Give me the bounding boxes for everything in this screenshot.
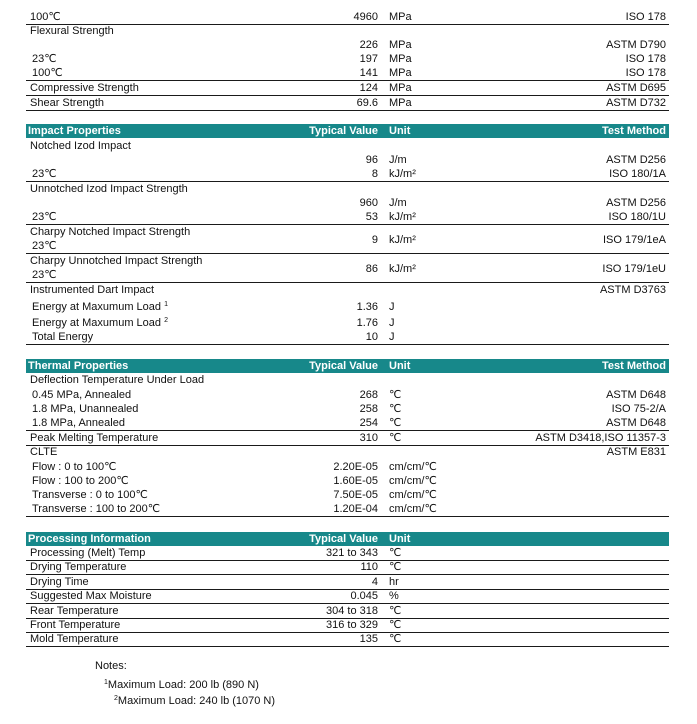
row-unit: MPa: [389, 82, 412, 94]
row-unit: J: [389, 301, 395, 313]
row-unit: hr: [389, 576, 399, 588]
row-method: ISO 178: [625, 53, 666, 65]
row-sublabel: 23℃: [32, 240, 57, 252]
row-label: 100℃: [32, 67, 63, 79]
table-row: [26, 315, 669, 331]
row-label: Flexural Strength: [30, 25, 114, 37]
table-row: [26, 604, 669, 619]
table-row: [26, 460, 669, 474]
row-label: Energy at Maxumum Load $^1$: [32, 301, 168, 313]
table-row: [26, 210, 669, 225]
row-label: Suggested Max Moisture: [30, 590, 152, 602]
footnote: [114, 694, 275, 708]
row-unit: J/m: [389, 154, 407, 166]
table-row: [26, 81, 669, 96]
row-unit: ℃: [389, 619, 402, 631]
table-row: [26, 24, 669, 38]
row-unit: kJ/m²: [389, 263, 416, 275]
row-value: 2.20E-05: [333, 461, 378, 473]
table-row: [26, 225, 669, 254]
row-unit: MPa: [389, 11, 412, 23]
row-unit: kJ/m²: [389, 234, 416, 246]
table-row: [26, 373, 669, 387]
row-label: Instrumented Dart Impact: [30, 284, 155, 296]
header-value: Typical Value: [309, 125, 378, 137]
row-value: 110: [360, 561, 378, 573]
row-value: 316 to 329: [326, 619, 378, 631]
table-row: [26, 632, 669, 647]
footnote-marker: 1: [164, 301, 168, 308]
table-row: [26, 139, 669, 153]
row-value: 86: [365, 263, 378, 275]
header-label: Processing Information: [28, 533, 151, 545]
header-label: Thermal Properties: [28, 360, 129, 372]
row-method: ISO 179/1eU: [602, 263, 666, 275]
row-value: 226: [359, 39, 378, 51]
table-row: [26, 618, 669, 633]
table-row: [26, 560, 669, 575]
row-value: 1.60E-05: [333, 475, 378, 487]
row-unit: cm/cm/℃: [389, 475, 437, 487]
row-unit: ℃: [389, 403, 402, 415]
row-value: 254: [359, 417, 378, 429]
header-value: Typical Value: [309, 533, 378, 545]
row-label: Unnotched Izod Impact Strength: [30, 183, 188, 195]
row-unit: MPa: [389, 67, 412, 79]
row-value: 4960: [353, 11, 378, 23]
row-value: 8: [371, 168, 378, 180]
row-unit: %: [389, 590, 399, 602]
row-label: Drying Temperature: [30, 561, 127, 573]
row-unit: MPa: [389, 39, 412, 51]
row-unit: cm/cm/℃: [389, 489, 437, 501]
row-unit: ℃: [389, 432, 402, 444]
header-unit: Unit: [389, 360, 411, 372]
table-row: [26, 546, 669, 561]
row-value: 1.36: [356, 301, 378, 313]
row-unit: cm/cm/℃: [389, 503, 437, 515]
row-unit: J: [389, 331, 395, 343]
footnote: [104, 678, 259, 692]
row-value: 124: [359, 82, 378, 94]
row-method: ISO 178: [625, 67, 666, 79]
row-value: 9: [371, 234, 378, 246]
row-label: Mold Temperature: [30, 633, 119, 645]
table-row: [26, 589, 669, 604]
row-method: ASTM D3418,ISO 11357-3: [535, 432, 666, 444]
row-unit: cm/cm/℃: [389, 461, 437, 473]
row-value: 4: [371, 576, 378, 588]
table-row: [26, 474, 669, 488]
row-value: 310: [359, 432, 378, 444]
table-row: [26, 153, 669, 167]
row-value: 304 to 318: [326, 605, 378, 617]
header-unit: Unit: [389, 125, 411, 137]
table-row: [26, 254, 669, 283]
row-value: 258: [359, 403, 378, 415]
row-method: ASTM D256: [606, 197, 666, 209]
footnote-marker: 1: [104, 679, 108, 686]
row-value: 960: [359, 197, 378, 209]
row-label: 23℃: [32, 168, 57, 180]
row-method: ISO 180/1U: [608, 211, 666, 223]
row-method: ASTM D732: [606, 97, 666, 109]
row-unit: MPa: [389, 97, 412, 109]
row-label: Charpy Unnotched Impact Strength: [30, 255, 203, 267]
row-method: ASTM D695: [606, 82, 666, 94]
row-label: Flow : 100 to 200℃: [32, 475, 129, 487]
footnote-marker: 2: [114, 695, 118, 702]
row-unit: J/m: [389, 197, 407, 209]
header-method: Test Method: [602, 125, 666, 137]
row-label: Processing (Melt) Temp: [30, 547, 146, 559]
row-unit: kJ/m²: [389, 211, 416, 223]
row-label: 1.8 MPa, Unannealed: [32, 403, 139, 415]
table-row: [26, 388, 669, 402]
footnote-text: Maximum Load: 240 lb (1070 N): [117, 695, 276, 707]
row-value: 69.6: [356, 97, 378, 109]
row-label: 100℃: [30, 11, 61, 23]
table-row: [26, 38, 669, 52]
row-value: 268: [359, 389, 378, 401]
section-header-thermal: [26, 359, 669, 373]
row-value: 321 to 343: [326, 547, 378, 559]
row-label: Transverse : 0 to 100℃: [32, 489, 148, 501]
row-method: ISO 75-2/A: [611, 403, 666, 415]
row-label: Flow : 0 to 100℃: [32, 461, 117, 473]
row-value: 197: [359, 53, 378, 65]
row-value: 96: [365, 154, 378, 166]
row-value: 135: [359, 633, 378, 645]
row-label: Deflection Temperature Under Load: [30, 374, 205, 386]
row-unit: ℃: [389, 561, 402, 573]
table-row: [26, 283, 669, 297]
row-value: 1.20E-04: [333, 503, 378, 515]
row-method: ASTM D648: [606, 389, 666, 401]
row-method: ASTM E831: [606, 446, 666, 458]
table-row: [26, 431, 669, 446]
row-label: Compressive Strength: [30, 82, 139, 94]
table-row: [26, 66, 669, 81]
row-method: ISO 180/1A: [609, 168, 666, 180]
row-label: 1.8 MPa, Annealed: [32, 417, 125, 429]
row-method: ASTM D648: [606, 417, 666, 429]
row-method: ASTM D790: [606, 39, 666, 51]
header-value: Typical Value: [309, 360, 378, 372]
row-label: Shear Strength: [30, 97, 104, 109]
row-value: 7.50E-05: [333, 489, 378, 501]
table-row: [26, 196, 669, 210]
section-header-processing: [26, 532, 669, 546]
header-method: Test Method: [602, 360, 666, 372]
footnote-text: Maximum Load: 200 lb (890 N): [107, 679, 259, 691]
row-unit: J: [389, 317, 395, 329]
row-label: Notched Izod Impact: [30, 140, 131, 152]
row-label: 0.45 MPa, Annealed: [32, 389, 132, 401]
table-row: [26, 330, 669, 345]
table-row: [26, 416, 669, 431]
table-row: [26, 402, 669, 416]
row-label: Transverse : 100 to 200℃: [32, 503, 161, 515]
row-unit: ℃: [389, 389, 402, 401]
table-row: [26, 96, 669, 111]
row-label: Charpy Notched Impact Strength: [30, 226, 191, 238]
row-label: Rear Temperature: [30, 605, 119, 617]
row-label: Energy at Maxumum Load $^2$: [32, 317, 168, 329]
row-label: 23℃: [32, 211, 57, 223]
table-row: [26, 445, 669, 459]
footnote-marker: 2: [164, 317, 168, 324]
notes-title: Notes:: [95, 660, 127, 672]
row-unit: ℃: [389, 633, 402, 645]
header-label: Impact Properties: [28, 125, 121, 137]
row-unit: ℃: [389, 547, 402, 559]
row-label: CLTE: [30, 446, 58, 458]
row-value: 1.76: [356, 317, 378, 329]
row-method: ISO 178: [625, 11, 666, 23]
table-row: [26, 10, 669, 25]
header-unit: Unit: [389, 533, 411, 545]
row-label: 23℃: [32, 53, 57, 65]
table-row: [26, 182, 669, 196]
table-row: [26, 299, 669, 315]
row-method: ISO 179/1eA: [603, 234, 666, 246]
table-row: [26, 52, 669, 66]
table-row: [26, 502, 669, 517]
row-unit: ℃: [389, 605, 402, 617]
row-unit: MPa: [389, 53, 412, 65]
row-sublabel: 23℃: [32, 269, 57, 281]
row-value: 141: [359, 67, 378, 79]
row-label: Total Energy: [32, 331, 94, 343]
row-unit: ℃: [389, 417, 402, 429]
section-header-impact: [26, 124, 669, 138]
row-unit: kJ/m²: [389, 168, 416, 180]
table-row: [26, 167, 669, 182]
row-value: 10: [365, 331, 378, 343]
row-label: Peak Melting Temperature: [30, 432, 159, 444]
row-method: ASTM D256: [606, 154, 666, 166]
table-row: [26, 575, 669, 590]
row-label: Front Temperature: [30, 619, 121, 631]
row-label: Drying Time: [30, 576, 89, 588]
row-value: 53: [365, 211, 378, 223]
table-row: [26, 488, 669, 502]
row-value: 0.045: [350, 590, 378, 602]
row-method: ASTM D3763: [599, 284, 666, 296]
